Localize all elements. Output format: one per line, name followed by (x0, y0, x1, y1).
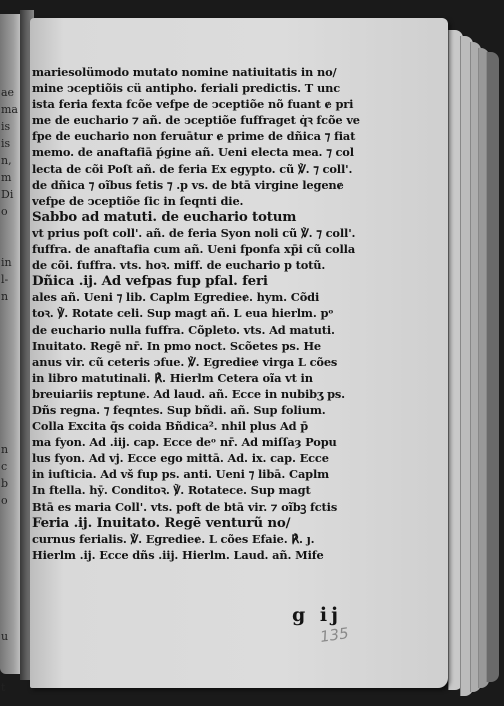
text-line: Colla Excita q̄s coida Bñdica². nhil plus Ad p̄ (32, 419, 309, 434)
text-line: lus fyon. Ad vj. Ecce ego mittā. Ad. ix. cap. Ecce (32, 451, 329, 466)
folio-number: 135 (318, 624, 350, 646)
rubric-heading: Dñica .ij. Ad vefpas fup pfal. feri (32, 273, 268, 290)
text-line: anus vir. cũ ceteris ɔfue. ℣. Egredieɇ virga L cões (32, 354, 338, 369)
text-line: lecta de cõi Poſt añ. de feria Ex egypto. cũ ℣. ⁊ coll'. (32, 161, 353, 176)
rubric-heading: Feria .ij. Inuitato. Regē venturũ no/ (32, 514, 291, 531)
text-line: Hierlm .ij. Ecce dñs .iij. Hierlm. Laud. añ. Mife (32, 547, 324, 562)
text-line: Dñs regna. ⁊ feqntes. Sup bñdi. añ. Sup folium. (32, 402, 326, 417)
text-line: In ftella. hȳ. Conditoꝛ. ℣. Rotatece. Sup magt (32, 483, 311, 498)
text-line: memo. de anaftafiā ṕgine añ. Ueni electa mea. ⁊ col (32, 145, 354, 160)
text-line: ista feria fexta fcõe vefpe de ↄceptiõe nõ fuant ɇ pri (32, 97, 354, 112)
text-line: de euchario nulla fuffra. Cõpleto. vts. Ad matuti. (32, 322, 335, 337)
text-line: fuffra. de anaftafia cum añ. Ueni fponfa xp̄i cũ colla (32, 242, 356, 257)
page-text-block (32, 64, 372, 563)
text-line: fpe de euchario non feruātur ɇ prime de dñica ⁊ fiat (32, 129, 356, 144)
text-line: toꝛ. ℣. Rotate celi. Sup magt añ. L eua hierlm. pᵒ (32, 306, 334, 321)
text-line: ales añ. Ueni ⁊ lib. Caplm Egredieɇ. hym. Cõdi (32, 290, 320, 305)
rubric-heading: Sabbo ad matuti. de euchario totum (32, 208, 297, 225)
text-line: de cõi. fuffra. vts. hoꝛ. miff. de euchario p totũ. (32, 258, 326, 273)
text-line: in iuſticia. Ad vš fup ps. anti. Ueni ⁊ libā. Caplm (32, 467, 330, 482)
text-line: vefpe de ↄceptiõe ſic in ſeqnti die. (32, 193, 244, 208)
text-line: ma fyon. Ad .iij. cap. Ecce deᵒ nr̄. Ad miſſaȝ Popu (32, 435, 337, 450)
text-line: breuiariis reptunɇ. Ad laud. añ. Ecce in nubibʒ ps. (32, 386, 345, 401)
left-page-edge (0, 14, 22, 694)
text-line: mariesolümodo mutato nomine natiuitatis in no/ (32, 65, 337, 79)
signature-mark: g ij (292, 604, 342, 626)
text-line: curnus ferialis. ℣. Egredieɇ. L cões Efaie. ℟. ȷ. (32, 531, 315, 546)
text-line: Inuitato. Regē nr̄. In pmo noct. Scõetes ps. He (32, 338, 322, 353)
text-line: Btā es maria Coll'. vts. poft de btā vir. ⁊ oĩbꝫ fctis (32, 499, 338, 514)
text-line: in libro matutinali. ℟. Hierlm Cetera oĩa vt in (32, 370, 313, 385)
text-line: mine ↄceptiõis cü antipho. feriali predictis. T unc (32, 81, 340, 96)
text-line: me de euchario ⁊ añ. de ↄceptiõe fuffraget q̇ꝛ fcõe ve (32, 113, 360, 128)
text-line: vt prius poſt coll'. añ. de feria Syon noli cũ ℣. ⁊ coll'. (32, 225, 356, 240)
left-page-text-fragments: ae ma is is n, m Di o in l- n n c b o u t (1, 86, 18, 694)
page-stack-edge (486, 52, 499, 682)
right-page (30, 18, 448, 688)
text-line: de dñica ⁊ oĩbus fetis ⁊ .p vs. de btā virgine legenɇ (32, 177, 344, 192)
